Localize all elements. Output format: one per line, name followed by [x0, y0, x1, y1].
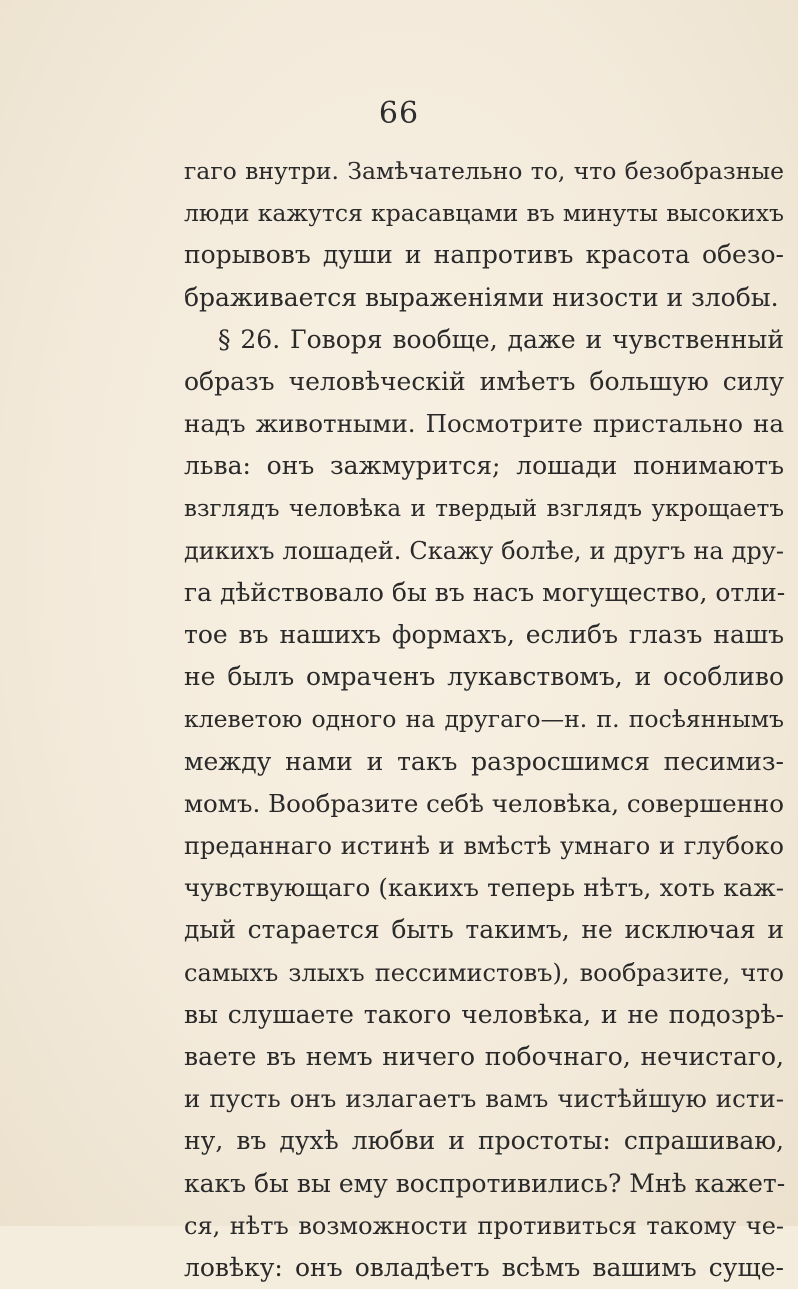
text-line: между нами и такъ разросшимся песимиз- [184, 746, 784, 776]
text-line: дый старается быть такимъ, не исключая и [184, 915, 784, 945]
text-line: клеветою одного на другаго—н. п. посѣяннымъ [184, 705, 784, 734]
text-line: браживается выраженiями низости и злобы. [184, 282, 779, 312]
text-line: порывовъ души и напротивъ красота обезо- [184, 240, 784, 270]
text-line: люди кажутся красавцами въ минуты высокихъ [184, 199, 784, 228]
text-line: льва: онъ зажмурится; лошади понимаютъ [184, 451, 784, 481]
text-line: преданнаго истинѣ и вмѣстѣ умнаго и глубоко [184, 832, 784, 860]
text-line: дикихъ лошадей. Скажу болѣе, и другъ на дру- [184, 536, 784, 565]
body-text [184, 150, 784, 1289]
text-line: образъ человѣческiй имѣетъ большую силу [184, 366, 784, 396]
text-line: ловѣку: онъ овладѣетъ всѣмъ вашимъ суще- [184, 1252, 784, 1282]
text-line: тое въ нашихъ формахъ, еслибъ глазъ нашъ [184, 620, 784, 650]
page-number: 66 [378, 96, 420, 131]
text-line: момъ. Вообразите себѣ человѣка, совершенно [184, 788, 784, 818]
text-line: ну, въ духѣ любви и простоты: спрашиваю, [184, 1126, 784, 1156]
text-line: не былъ омраченъ лукавствомъ, и особливо [184, 662, 784, 692]
text-line: ваете въ немъ ничего побочнаго, нечистаго, [184, 1041, 784, 1071]
text-line: взглядъ человѣка и твердый взглядъ укрощаетъ [184, 495, 784, 522]
text-line: самыхъ злыхъ пессимистовъ), вообразите, что [184, 958, 784, 987]
text-line: ся, нѣтъ возможности противиться такому че- [184, 1211, 784, 1240]
text-line: чувствующаго (какихъ теперь нѣтъ, хоть каж- [184, 873, 784, 903]
text-line: гаго внутри. Замѣчательно то, что безобразные [184, 157, 784, 185]
text-line: га дѣйствовало бы въ насъ могущество, отли- [184, 577, 786, 607]
text-line: какъ бы вы ему воспротивились? Мнѣ кажет- [184, 1168, 786, 1198]
section-heading-line: § 26. Говоря вообще, даже и чувственный [218, 324, 784, 354]
text-line: вы слушаете такого человѣка, и не подозрѣ- [184, 999, 784, 1029]
text-line: надъ животными. Посмотрите пристально на [184, 409, 784, 439]
text-line: и пусть онъ излагаетъ вамъ чистѣйшую исти- [184, 1084, 784, 1114]
